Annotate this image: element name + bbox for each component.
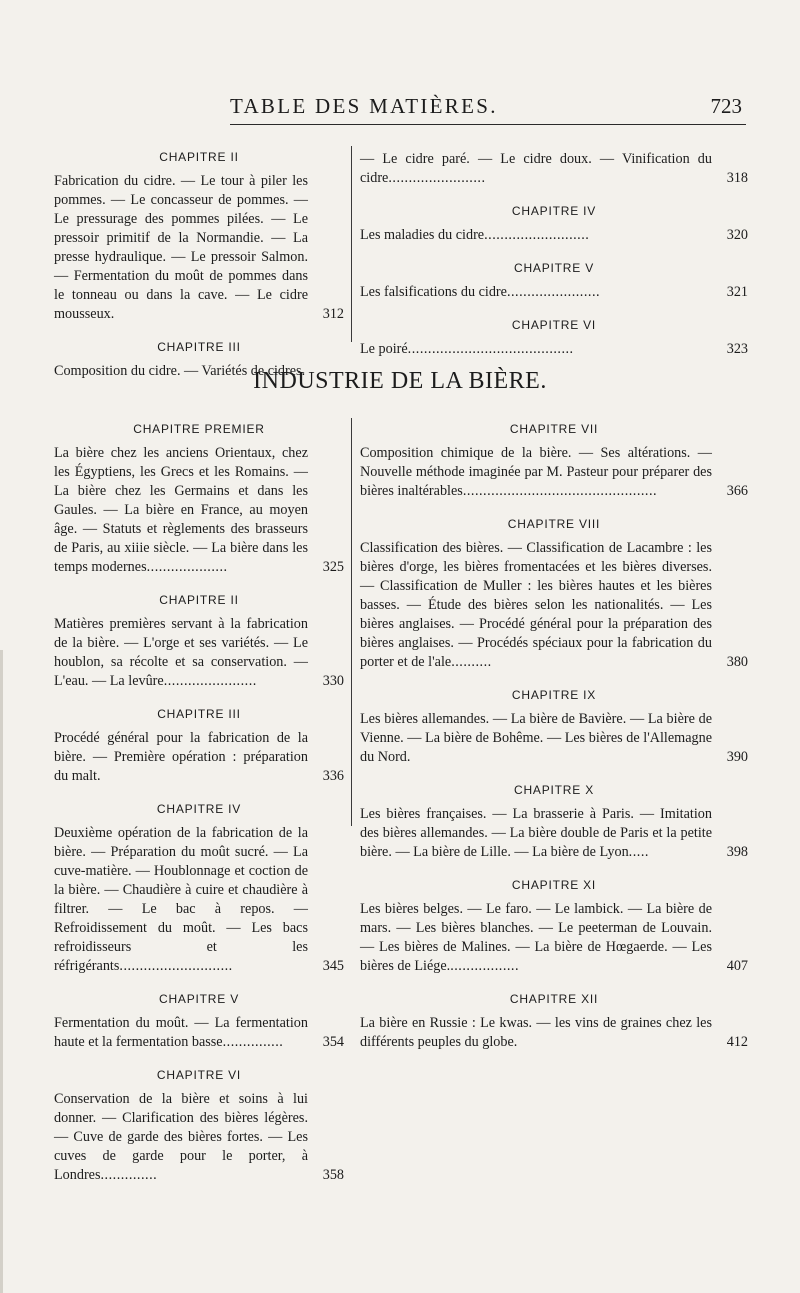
bottom-left-column: [54, 422, 344, 1201]
bottom-right-column: [360, 422, 748, 1068]
page-edge-shadow: [0, 650, 3, 1293]
dot-leader: ...............: [222, 1034, 284, 1050]
entry-page-number: 330: [322, 673, 344, 689]
dot-leader: ..........................: [484, 227, 590, 243]
chapter-heading: CHAPITRE II: [159, 593, 239, 607]
entry-page-number: 325: [322, 559, 344, 575]
chapter-heading: CHAPITRE XII: [509, 992, 599, 1006]
entry-text: La bière en Russie : Le kwas. — les vins de graines chez les différents peuples du globe.: [360, 1015, 712, 1050]
section-title: INDUSTRIE DE LA BIÈRE.: [253, 368, 547, 394]
entry-text: — Le cidre paré. — Le cidre doux. — Vinification du cidre: [360, 151, 712, 186]
toc-entry: [360, 340, 748, 359]
toc-entry: [54, 1090, 344, 1185]
chapter-heading: CHAPITRE IV: [511, 204, 597, 218]
entry-page-number: 366: [726, 483, 748, 499]
entry-text: Matières premières servant à la fabrication de la bière. — L'orge et ses variétés. — Le houblon, sa récolte et sa conservation. — L'eau. — La levûre: [54, 616, 308, 689]
chapter-heading: CHAPITRE V: [158, 992, 239, 1006]
entry-page-number: 407: [726, 958, 748, 974]
top-left-column: [54, 150, 344, 397]
chapter-heading: CHAPITRE X: [513, 783, 594, 797]
entry-text: Procédé général pour la fabrication de la bière. — Première opération : préparation du malt.: [54, 730, 308, 784]
toc-entry: [360, 283, 748, 302]
top-right-column: [360, 150, 748, 375]
entry-page-number: 412: [726, 1034, 748, 1050]
entry-text: Les bières allemandes. — La bière de Bavière. — La bière de Vienne. — La bière de Bohême. — Les bières de l'Allemagne du Nord.: [360, 711, 712, 765]
entry-page-number: 380: [726, 654, 748, 670]
entry-text: La bière chez les anciens Orientaux, chez les Égyptiens, les Grecs et les Romains. — La bière chez les Germains et dans les Gaules. — La bière en France, au moyen âge. — Statuts et règlements des brasseurs de Paris, au xiiie siècle. — La bière dans les temps modernes: [54, 445, 308, 575]
dot-leader: ............................: [119, 958, 233, 974]
chapter-heading: CHAPITRE II: [159, 150, 239, 164]
entry-page-number: 320: [726, 227, 748, 243]
toc-entry: [360, 805, 748, 862]
toc-entry: [360, 1014, 748, 1052]
entry-page-number: 336: [322, 768, 344, 784]
entry-text: Conservation de la bière et soins à lui donner. — Clarification des bières légères. — Cuve de garde des bières fortes. — Les cuves de garde pour le porter, à Londres: [54, 1091, 308, 1183]
entry-text: Les maladies du cidre: [360, 227, 485, 243]
entry-text: Les falsifications du cidre: [360, 284, 507, 300]
entry-text: Composition du cidre. — Variétés de cidres.: [54, 363, 306, 379]
entry-page-number: 358: [322, 1167, 344, 1183]
toc-entry: [54, 444, 344, 577]
chapter-heading: CHAPITRE III: [157, 340, 241, 354]
dot-leader: ........................: [388, 170, 486, 186]
toc-entry: [360, 226, 748, 245]
toc-entry: [360, 539, 748, 672]
entry-page-number: 345: [322, 958, 344, 974]
entry-text: Fabrication du cidre. — Le tour à piler les pommes. — Le concasseur de pommes. — Le pressurage des pommes pilées. — Le pressoir primitif de la Normandie. — La presse hydraulique. — Le pressoir Salmon. — Fermentation du moût de pommes dans le tonneau ou dans la cave. — Le cidre mousseux.: [54, 173, 308, 322]
chapter-heading: CHAPITRE PREMIER: [133, 422, 265, 436]
chapter-heading: CHAPITRE VI: [511, 318, 597, 332]
page-number: 723: [710, 94, 742, 118]
header-title: TABLE DES MATIÈRES.: [230, 94, 498, 118]
chapter-heading: CHAPITRE XI: [511, 878, 597, 892]
entry-text: Classification des bières. — Classification de Lacambre : les bières d'orge, les bières fromentacées et les bières diverses. — Classification de Muller : les bières hautes et les bières basses. — Étude des bières selon les nationalités. — Les bières anglaises. — Procédé général pour la préparation des bières anglaises. — Procédés spéciaux pour la fabrication du porter et de l'ale: [360, 540, 712, 670]
dot-leader: ....................: [146, 559, 228, 575]
toc-entry: [360, 900, 748, 976]
entry-page-number: 390: [726, 749, 748, 765]
dot-leader: .......................: [163, 673, 257, 689]
entry-page-number: 354: [322, 1034, 344, 1050]
dot-leader: ..........: [451, 654, 492, 670]
toc-entry: [360, 150, 748, 188]
chapter-heading: CHAPITRE IX: [511, 688, 597, 702]
entry-text: Fermentation du moût. — La fermentation haute et la fermentation basse: [54, 1015, 308, 1050]
entry-text: Le poiré: [360, 341, 408, 357]
dot-leader: .................: [450, 958, 519, 974]
chapter-heading: CHAPITRE VII: [509, 422, 599, 436]
entry-page-number: 312: [322, 306, 344, 322]
dot-leader: ..............: [100, 1167, 158, 1183]
entry-text: Deuxième opération de la fabrication de la bière. — Préparation du moût sucré. — La cuve-matière. — Houblonnage et coction de la bière. — Chaudière à cuire et chaudière à filtrer. — Le bac à repos. — Refroidissement du moût. — Les bacs refroidisseurs et les réfrigérants: [54, 825, 308, 974]
dot-leader: .....: [628, 844, 649, 860]
toc-entry: [54, 824, 344, 976]
toc-entry: [54, 172, 344, 324]
toc-entry: [54, 615, 344, 691]
entry-page-number: 321: [726, 284, 748, 300]
column-divider-bottom: [351, 418, 352, 826]
chapter-heading: CHAPITRE V: [513, 261, 594, 275]
toc-entry: [54, 1014, 344, 1052]
entry-page-number: 318: [726, 170, 748, 186]
entry-text: Les bières belges. — Le faro. — Le lambick. — La bière de mars. — Les bières blanches. — Le peeterman de Louvain. — Les bières de Malines. — La bière de Hœgaerde. — Les bières de Liége.: [360, 901, 712, 974]
chapter-heading: CHAPITRE VI: [156, 1068, 242, 1082]
chapter-heading: CHAPITRE VIII: [507, 517, 601, 531]
toc-entry: [54, 729, 344, 786]
entry-text: Les bières françaises. — La brasserie à Paris. — Imitation des bières allemandes. — La bière double de Paris et la petite bière. — La bière de Lille. — La bière de Lyon: [360, 806, 712, 860]
chapter-heading: CHAPITRE III: [157, 707, 241, 721]
toc-entry: [360, 710, 748, 767]
toc-entry: [360, 444, 748, 501]
dot-leader: ................................................: [462, 483, 658, 499]
dot-leader: .......................: [506, 284, 601, 300]
chapter-heading: CHAPITRE IV: [156, 802, 242, 816]
column-divider-top: [351, 146, 352, 342]
entry-page-number: 398: [726, 844, 748, 860]
entry-text: Composition chimique de la bière. — Ses altérations. — Nouvelle méthode imaginée par M. Pasteur pour préparer des bières inaltérables: [360, 445, 712, 499]
dot-leader: .........................................: [407, 341, 574, 357]
running-header: [230, 94, 746, 125]
entry-page-number: 323: [726, 341, 748, 357]
